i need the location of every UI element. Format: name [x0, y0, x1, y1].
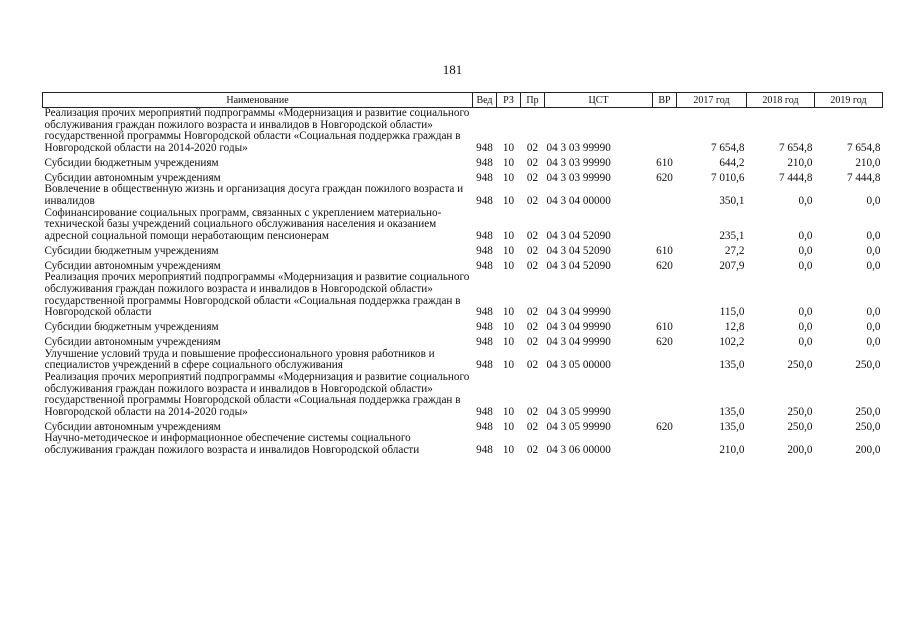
row-2019-value: 200,0 [855, 443, 881, 456]
row-2017-value: 350,1 [719, 194, 745, 207]
header-vr: ВР [653, 93, 677, 108]
row-name: Субсидии автономным учреждениям [44, 420, 221, 433]
row-2017-value: 7 010,6 [710, 171, 745, 184]
row-2019-value: 210,0 [855, 156, 881, 169]
row-rz: 10 [502, 420, 515, 433]
row-cst: 04 3 03 99990 [546, 141, 611, 154]
table-row [43, 169, 883, 184]
row-cst: 04 3 04 52090 [546, 259, 611, 272]
row-vr: 620 [656, 259, 673, 272]
table-header-row [43, 93, 883, 108]
row-ved: 948 [476, 141, 493, 154]
row-2018-value: 0,0 [798, 321, 813, 334]
row-2018-value: 7 444,8 [778, 171, 813, 184]
table-row [43, 257, 883, 272]
row-ved: 948 [476, 336, 493, 349]
row-2018-value: 200,0 [787, 443, 813, 456]
row-2017-value: 115,0 [719, 306, 745, 319]
row-2017-value: 135,0 [719, 359, 745, 372]
row-cst: 04 3 04 52090 [546, 244, 611, 257]
row-cst: 04 3 04 00000 [546, 194, 611, 207]
row-cst: 04 3 06 00000 [546, 443, 611, 456]
row-rz: 10 [502, 306, 515, 319]
page-number: 181 [442, 62, 463, 77]
row-rz: 10 [502, 359, 515, 372]
header-2018: 2018 год [747, 93, 815, 108]
row-2018-value: 0,0 [798, 229, 813, 242]
row-rz: 10 [502, 443, 515, 456]
row-2017-value: 644,2 [719, 156, 745, 169]
table-row [43, 242, 883, 257]
row-vr [653, 108, 677, 155]
row-cst: 04 3 04 99990 [546, 336, 611, 349]
row-2018-value: 0,0 [798, 306, 813, 319]
table-row [43, 372, 883, 418]
table-row [43, 319, 883, 334]
header-pr: Пр [521, 93, 545, 108]
row-vr: 620 [656, 420, 673, 433]
row-rz: 10 [502, 336, 515, 349]
row-pr: 02 [526, 321, 539, 334]
row-2019-value: 0,0 [866, 306, 881, 319]
row-2017-value: 135,0 [719, 405, 745, 418]
row-name: Субсидии бюджетным учреждениям [44, 244, 219, 257]
row-name: Научно-методическое и информационное обеспечение системы социального обслуживания граждан пожилого возраста и инвалидов Новгородской области [44, 432, 420, 456]
row-2018-value: 210,0 [787, 156, 813, 169]
row-rz: 10 [502, 171, 515, 184]
row-2017-value: 207,9 [719, 259, 745, 272]
header-name: Наименование [43, 93, 473, 108]
row-ved: 948 [476, 405, 493, 418]
row-ved: 948 [476, 244, 493, 257]
row-pr: 02 [526, 359, 539, 372]
row-cst: 04 3 04 99990 [546, 306, 611, 319]
row-vr: 620 [656, 171, 673, 184]
row-2018-value: 7 654,8 [778, 141, 813, 154]
row-2018-value: 250,0 [787, 359, 813, 372]
row-2018-value: 250,0 [787, 420, 813, 433]
row-cst: 04 3 03 99990 [546, 171, 611, 184]
row-2019-value: 0,0 [866, 259, 881, 272]
row-vr [653, 349, 677, 372]
row-name: Улучшение условий труда и повышение профессионального уровня работников и специалистов учреждений в сфере социального обслуживания [44, 347, 435, 372]
row-ved: 948 [476, 443, 493, 456]
table-row [43, 349, 883, 372]
row-pr: 02 [526, 156, 539, 169]
row-ved: 948 [476, 259, 493, 272]
row-rz: 10 [502, 229, 515, 242]
row-ved: 948 [476, 156, 493, 169]
row-2019-value: 250,0 [855, 405, 881, 418]
table-row [43, 418, 883, 433]
row-2019-value: 7 444,8 [846, 171, 881, 184]
row-pr: 02 [526, 443, 539, 456]
row-cst: 04 3 05 99990 [546, 420, 611, 433]
row-ved: 948 [476, 306, 493, 319]
row-2018-value: 0,0 [798, 194, 813, 207]
row-name: Субсидии автономным учреждениям [44, 336, 221, 349]
row-pr: 02 [526, 141, 539, 154]
row-2019-value: 0,0 [866, 229, 881, 242]
row-rz: 10 [502, 194, 515, 207]
row-pr: 02 [526, 336, 539, 349]
row-vr [653, 208, 677, 243]
header-ved: Вед [473, 93, 497, 108]
header-cst: ЦСТ [545, 93, 653, 108]
row-pr: 02 [526, 171, 539, 184]
budget-table [42, 92, 883, 456]
row-cst: 04 3 03 99990 [546, 156, 611, 169]
row-pr: 02 [526, 194, 539, 207]
row-2019-value: 0,0 [866, 321, 881, 334]
row-2019-value: 250,0 [855, 420, 881, 433]
row-2017-value: 27,2 [724, 244, 745, 257]
row-rz: 10 [502, 405, 515, 418]
row-2019-value: 0,0 [866, 336, 881, 349]
row-vr [653, 372, 677, 418]
header-2019: 2019 год [815, 93, 883, 108]
table-row [43, 334, 883, 349]
row-2017-value: 7 654,8 [710, 141, 745, 154]
row-vr [653, 272, 677, 318]
row-cst: 04 3 05 99990 [546, 405, 611, 418]
row-2018-value: 0,0 [798, 336, 813, 349]
row-name: Субсидии бюджетным учреждениям [44, 156, 219, 169]
row-name: Вовлечение в общественную жизнь и организация досуга граждан пожилого возраста и инвалидов [44, 183, 464, 207]
row-name: Субсидии бюджетным учреждениям [44, 321, 219, 334]
row-rz: 10 [502, 321, 515, 334]
row-name: Реализация прочих мероприятий подпрограммы «Модернизация и развитие социального обслуживания граждан пожилого возраста и инвалидов в Новгородской области» государственной программы Новгородской области «Социальная поддержка граждан в Новгородской области на 2014-2020 годы» [44, 370, 470, 418]
row-name: Софинансирование социальных программ, связанных с укреплением материально-технической базы учреждений социального обслуживания населения и оказанием адресной социальной помощи неработающим пенсионерам [44, 206, 442, 242]
row-vr [653, 184, 677, 207]
table-row [43, 184, 883, 207]
row-rz: 10 [502, 259, 515, 272]
row-name: Субсидии автономным учреждениям [44, 171, 221, 184]
row-ved: 948 [476, 420, 493, 433]
row-ved: 948 [476, 321, 493, 334]
row-2017-value: 210,0 [719, 443, 745, 456]
row-vr: 620 [656, 336, 673, 349]
row-ved: 948 [476, 194, 493, 207]
row-2017-value: 102,2 [719, 336, 745, 349]
row-ved: 948 [476, 229, 493, 242]
row-pr: 02 [526, 259, 539, 272]
row-pr: 02 [526, 244, 539, 257]
row-cst: 04 3 04 99990 [546, 321, 611, 334]
row-2019-value: 7 654,8 [846, 141, 881, 154]
row-rz: 10 [502, 156, 515, 169]
row-vr: 610 [656, 321, 673, 334]
row-2019-value: 0,0 [866, 194, 881, 207]
row-ved: 948 [476, 359, 493, 372]
table-row [43, 208, 883, 243]
table-row [43, 433, 883, 456]
row-rz: 10 [502, 141, 515, 154]
row-vr: 610 [656, 244, 673, 257]
row-pr: 02 [526, 405, 539, 418]
table-row [43, 272, 883, 318]
row-vr: 610 [656, 156, 673, 169]
header-rz: РЗ [497, 93, 521, 108]
row-pr: 02 [526, 420, 539, 433]
row-ved: 948 [476, 171, 493, 184]
row-name: Субсидии автономным учреждениям [44, 259, 221, 272]
row-name: Реализация прочих мероприятий подпрограммы «Модернизация и развитие социального обслуживания граждан пожилого возраста и инвалидов в Новгородской области» государственной программы Новгородской области «Социальная поддержка граждан в Новгородской области [44, 271, 470, 319]
row-2018-value: 0,0 [798, 244, 813, 257]
row-2018-value: 250,0 [787, 405, 813, 418]
row-cst: 04 3 04 52090 [546, 229, 611, 242]
row-pr: 02 [526, 229, 539, 242]
row-name: Реализация прочих мероприятий подпрограммы «Модернизация и развитие социального обслуживания граждан пожилого возраста и инвалидов в Новгородской области» государственной программы Новгородской области «Социальная поддержка граждан в Новгородской области на 2014-2020 годы» [44, 107, 470, 154]
row-2019-value: 250,0 [855, 359, 881, 372]
header-2017: 2017 год [677, 93, 747, 108]
row-pr: 02 [526, 306, 539, 319]
row-rz: 10 [502, 244, 515, 257]
row-2017-value: 135,0 [719, 420, 745, 433]
table-row [43, 154, 883, 169]
row-2019-value: 0,0 [866, 244, 881, 257]
table-row [43, 108, 883, 155]
row-2017-value: 12,8 [724, 321, 745, 334]
row-2018-value: 0,0 [798, 259, 813, 272]
row-2017-value: 235,1 [719, 229, 745, 242]
row-cst: 04 3 05 00000 [546, 359, 611, 372]
row-vr [653, 433, 677, 456]
